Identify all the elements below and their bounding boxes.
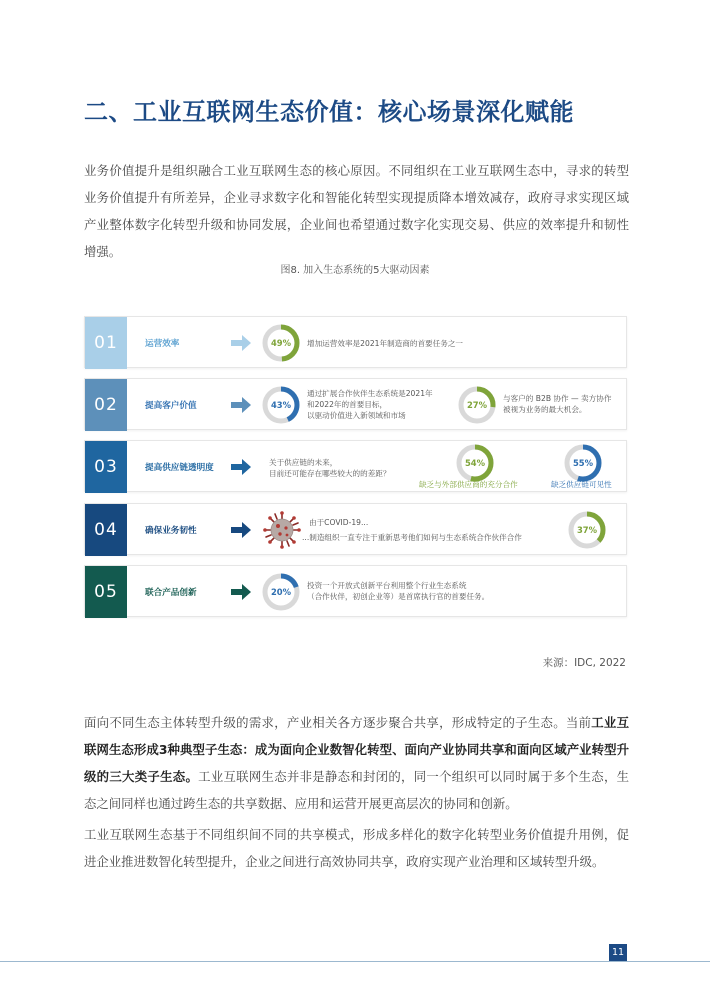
driver-number: 03: [85, 441, 127, 493]
stat-text-line: ...制造组织一直专注于重新思考他们如何与生态系统合作伙伴合作: [302, 533, 522, 542]
page-number: 11: [609, 944, 627, 961]
donut-chart: [261, 572, 301, 612]
driver-label: 提高供应链透明度: [145, 463, 214, 473]
stat-text-line: 通过扩展合作伙伴生态系统是2021年: [307, 389, 433, 398]
donut-percent: 20%: [270, 587, 292, 597]
stat-text-line: 和2022年的首要目标，: [307, 400, 388, 409]
driver-row-4: [84, 503, 627, 555]
stat-text-line: 被视为业务的最大机会。: [503, 405, 587, 414]
question-line: 关于供应链的未来，: [269, 458, 338, 467]
driver-number: 01: [85, 317, 127, 369]
arrow-right-icon: [231, 458, 251, 476]
donut-percent: 43%: [270, 400, 292, 410]
arrow-right-icon: [231, 521, 251, 539]
driver-number: 05: [85, 566, 127, 618]
driver-row-3: [84, 440, 627, 492]
para-bold-text: 工业互联网生态形成3种典型子生态：成为面向企业数智化转型、面向产业协同共享和面向区域产业转型升级的三大类子生态。: [84, 715, 630, 784]
stat-text-line: 投资一个开放式创新平台利用整个行业生态系统: [307, 581, 467, 590]
para-text: 面向不同生态主体转型升级的需求，产业相关各方逐步聚合共享，形成特定的子生态。当前: [84, 715, 592, 730]
figure-caption: 图8. 加入生态系统的5大驱动因素: [280, 265, 430, 276]
donut-percent: 27%: [466, 400, 488, 410]
stat-text-line: （合作伙伴，初创企业等）是首席执行官的首要任务。: [307, 592, 490, 601]
donut-chart: [261, 323, 301, 363]
source-note: 来源：IDC, 2022: [542, 657, 626, 669]
virus-icon: [263, 511, 301, 549]
driver-number: 02: [85, 379, 127, 431]
driver-label: 提高客户价值: [145, 401, 197, 411]
donut-chart: [261, 385, 301, 425]
question-line: 目前还可能存在哪些较大的的差距？: [269, 469, 391, 478]
stat-text-line: 由于COVID-19...: [309, 518, 369, 527]
stat-caption: 缺乏供应链可见性: [551, 480, 612, 489]
intro-paragraph: 业务价值提升是组织融合工业互联网生态的核心原因。不同组织在工业互联网生态中，寻求的转型业务价值提升有所差异，企业寻求数字化和智能化转型实现提质降本增效减存，政府寻求实现区域产业整体数字化转型升级和协同发展，企业间也希望通过数字化实现交易、供应的效率提升和韧性增强。: [84, 163, 629, 259]
stat-text: 增加运营效率是2021年制造商的首要任务之一: [307, 339, 464, 348]
driver-number: 04: [85, 504, 127, 556]
donut-percent: 37%: [576, 525, 598, 535]
driver-label: 运营效率: [145, 339, 180, 349]
donut-chart: [567, 510, 607, 550]
driver-label: 联合产品创新: [145, 588, 197, 598]
stat-text-line: 以驱动价值进入新领域和市场: [307, 411, 406, 420]
para-text: 工业互联网生态并非是静态和封闭的，同一个组织可以同时属于多个生态，生态之间同样也通过跨生态的共享数据、应用和运营开展更高层次的协同和创新。: [84, 769, 630, 811]
donut-chart: [457, 385, 497, 425]
donut-percent: 49%: [270, 338, 292, 348]
donut-percent: 55%: [572, 458, 594, 468]
footer-divider: [0, 961, 710, 962]
arrow-right-icon: [231, 396, 251, 414]
donut-percent: 54%: [464, 458, 486, 468]
driver-label: 确保业务韧性: [145, 526, 197, 536]
driver-row-2: [84, 378, 627, 430]
arrow-right-icon: [231, 583, 251, 601]
stat-text-line: 与客户的 B2B 协作 — 卖方协作: [503, 394, 612, 403]
donut-chart: [455, 443, 495, 483]
donut-chart: [563, 443, 603, 483]
driver-row-1: [84, 316, 627, 368]
arrow-right-icon: [231, 334, 251, 352]
body-paragraph-3: 工业互联网生态基于不同组织间不同的共享模式，形成多样化的数字化转型业务价值提升用例，促进企业推进数智化转型提升，企业之间进行高效协同共享，政府实现产业治理和区域转型升级。: [84, 827, 629, 869]
stat-caption: 缺乏与外部供应商的充分合作: [419, 480, 518, 489]
driver-row-5: [84, 565, 627, 617]
page-title: 二、工业互联网生态价值：核心场景深化赋能: [84, 98, 574, 126]
body-paragraph-2: [84, 709, 629, 817]
